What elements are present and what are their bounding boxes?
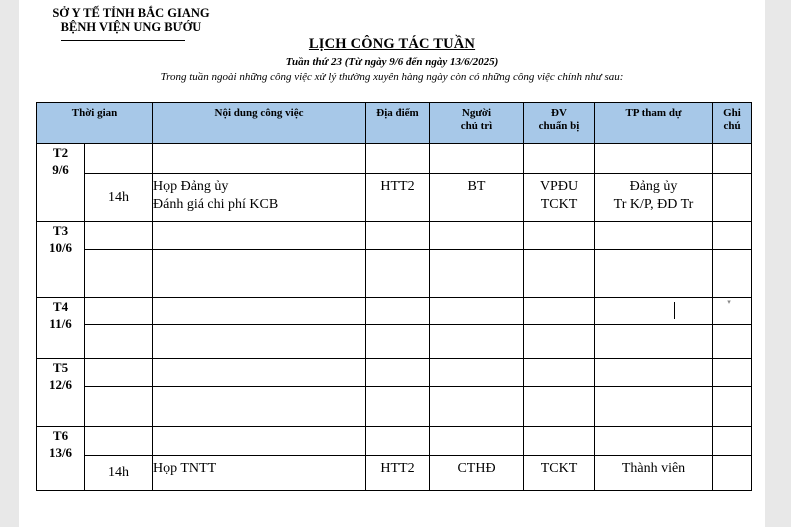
prep-cell[interactable] bbox=[524, 174, 595, 222]
note-cell[interactable] bbox=[713, 456, 752, 491]
document-title: LỊCH CÔNG TÁC TUẦN bbox=[308, 36, 476, 52]
day-cell[interactable] bbox=[37, 359, 85, 427]
host-cell[interactable] bbox=[430, 456, 524, 491]
content-cell[interactable] bbox=[153, 222, 366, 250]
note-cell[interactable] bbox=[713, 174, 752, 222]
header-note-line1: Ghi bbox=[723, 107, 741, 119]
day-date: 12/6 bbox=[48, 377, 73, 392]
schedule-body bbox=[37, 144, 752, 491]
day-date: 10/6 bbox=[48, 240, 73, 255]
text-cursor bbox=[674, 302, 675, 319]
attend-cell[interactable] bbox=[595, 298, 713, 325]
day-date: 13/6 bbox=[48, 445, 73, 460]
content-text-line2: Đánh giá chi phí KCB bbox=[153, 197, 279, 212]
prep-cell[interactable] bbox=[524, 359, 595, 387]
time-cell[interactable] bbox=[85, 298, 153, 325]
prep-cell[interactable] bbox=[524, 144, 595, 174]
prep-cell[interactable] bbox=[524, 250, 595, 298]
content-cell[interactable] bbox=[153, 427, 366, 456]
time-cell[interactable] bbox=[85, 250, 153, 298]
prep-text-line1: TCKT bbox=[540, 461, 578, 476]
header-prep bbox=[524, 103, 595, 144]
day-date: 11/6 bbox=[49, 316, 72, 331]
header-content: Nội dung công việc bbox=[153, 103, 366, 144]
day-label: T6 bbox=[52, 428, 69, 443]
time-cell[interactable] bbox=[85, 456, 153, 491]
content-cell[interactable] bbox=[153, 325, 366, 359]
table-row bbox=[37, 250, 752, 298]
note-cell[interactable] bbox=[713, 325, 752, 359]
attend-cell[interactable] bbox=[595, 387, 713, 427]
location-cell[interactable] bbox=[366, 144, 430, 174]
host-cell[interactable] bbox=[430, 144, 524, 174]
table-row bbox=[37, 298, 752, 325]
location-cell[interactable] bbox=[366, 359, 430, 387]
attend-cell[interactable] bbox=[595, 427, 713, 456]
day-cell[interactable] bbox=[37, 222, 85, 298]
prep-text-line2: TCKT bbox=[540, 197, 578, 212]
day-label: T4 bbox=[52, 299, 69, 314]
prep-cell[interactable] bbox=[524, 222, 595, 250]
content-text-line1: Họp Đảng ủy bbox=[153, 179, 229, 194]
time-cell[interactable] bbox=[85, 222, 153, 250]
note-cell[interactable] bbox=[713, 250, 752, 298]
prep-cell[interactable] bbox=[524, 387, 595, 427]
attend-text-line1: Đảng ủy bbox=[629, 179, 678, 194]
attend-cell[interactable] bbox=[595, 174, 713, 222]
host-text: BT bbox=[467, 179, 486, 194]
content-cell[interactable] bbox=[153, 250, 366, 298]
table-row bbox=[37, 174, 752, 222]
location-cell[interactable] bbox=[366, 298, 430, 325]
host-text: CTHĐ bbox=[457, 461, 496, 476]
attend-cell[interactable] bbox=[595, 250, 713, 298]
org-line-1: SỞ Y TẾ TỈNH BẮC GIANG bbox=[52, 6, 210, 20]
org-line-2: BỆNH VIỆN UNG BƯỚU bbox=[60, 20, 202, 34]
table-row bbox=[37, 387, 752, 427]
day-cell[interactable] bbox=[37, 144, 85, 222]
content-cell[interactable] bbox=[153, 359, 366, 387]
header-prep-line2: chuẩn bị bbox=[538, 120, 580, 132]
content-cell[interactable] bbox=[153, 387, 366, 427]
location-cell[interactable] bbox=[366, 325, 430, 359]
content-cell[interactable] bbox=[153, 144, 366, 174]
attend-cell[interactable] bbox=[595, 325, 713, 359]
time-cell[interactable] bbox=[85, 427, 153, 456]
document-page bbox=[19, 0, 765, 527]
header-note-line2: chú bbox=[723, 120, 741, 132]
table-row bbox=[37, 359, 752, 387]
content-cell[interactable] bbox=[153, 174, 366, 222]
schedule-table bbox=[36, 102, 752, 491]
document-subtitle: Tuần thứ 23 (Từ ngày 9/6 đến ngày 13/6/2025) bbox=[285, 56, 499, 68]
document-intro: Trong tuần ngoài những công việc xử lý thường xuyên hàng ngày còn có những công việc chính như sau: bbox=[160, 71, 624, 83]
host-cell[interactable] bbox=[430, 174, 524, 222]
host-cell[interactable] bbox=[430, 222, 524, 250]
note-cell[interactable] bbox=[713, 144, 752, 174]
prep-cell[interactable] bbox=[524, 298, 595, 325]
location-text: HTT2 bbox=[380, 179, 415, 194]
host-cell[interactable] bbox=[430, 325, 524, 359]
cell-dropdown-icon[interactable]: ▾ bbox=[727, 298, 731, 306]
location-cell[interactable] bbox=[366, 174, 430, 222]
table-row bbox=[37, 144, 752, 174]
location-cell[interactable] bbox=[366, 427, 430, 456]
attend-cell[interactable] bbox=[595, 456, 713, 491]
table-header-row bbox=[37, 103, 752, 144]
time-cell[interactable] bbox=[85, 359, 153, 387]
attend-cell[interactable] bbox=[595, 144, 713, 174]
host-cell[interactable] bbox=[430, 298, 524, 325]
day-cell[interactable] bbox=[37, 427, 85, 491]
note-cell[interactable] bbox=[713, 359, 752, 387]
host-cell[interactable] bbox=[430, 359, 524, 387]
header-prep-line1: ĐV bbox=[551, 107, 567, 119]
prep-cell[interactable] bbox=[524, 427, 595, 456]
attend-text-line2: Tr K/P, ĐD Tr bbox=[613, 197, 694, 212]
attend-text-line1: Thành viên bbox=[621, 461, 686, 476]
time-text: 14h bbox=[108, 465, 129, 480]
location-cell[interactable] bbox=[366, 387, 430, 427]
prep-text-line1: VPĐU bbox=[539, 179, 579, 194]
location-cell[interactable] bbox=[366, 250, 430, 298]
note-cell[interactable] bbox=[713, 427, 752, 456]
time-cell[interactable] bbox=[85, 144, 153, 174]
host-cell[interactable] bbox=[430, 250, 524, 298]
table-row bbox=[37, 427, 752, 456]
table-row bbox=[37, 222, 752, 250]
note-cell[interactable] bbox=[713, 222, 752, 250]
content-cell[interactable] bbox=[153, 298, 366, 325]
content-cell[interactable] bbox=[153, 456, 366, 491]
location-cell[interactable] bbox=[366, 456, 430, 491]
time-cell[interactable] bbox=[85, 325, 153, 359]
day-cell[interactable] bbox=[37, 298, 85, 359]
attend-cell[interactable] bbox=[595, 222, 713, 250]
attend-cell[interactable] bbox=[595, 359, 713, 387]
table-row bbox=[37, 325, 752, 359]
time-cell[interactable] bbox=[85, 174, 153, 222]
header-attend: TP tham dự bbox=[595, 103, 713, 144]
header-note bbox=[713, 103, 752, 144]
time-cell[interactable] bbox=[85, 387, 153, 427]
day-label: T3 bbox=[52, 223, 69, 238]
header-host-line2: chủ trì bbox=[460, 120, 493, 132]
location-cell[interactable] bbox=[366, 222, 430, 250]
day-label: T2 bbox=[52, 145, 69, 160]
location-text: HTT2 bbox=[380, 461, 415, 476]
table-row bbox=[37, 456, 752, 491]
day-date: 9/6 bbox=[52, 162, 69, 177]
prep-cell[interactable] bbox=[524, 325, 595, 359]
day-label: T5 bbox=[52, 360, 69, 375]
time-text: 14h bbox=[108, 189, 129, 205]
header-location: Địa điểm bbox=[366, 103, 430, 144]
header-host-line1: Người bbox=[461, 107, 492, 119]
host-cell[interactable] bbox=[430, 427, 524, 456]
host-cell[interactable] bbox=[430, 387, 524, 427]
content-text-line1: Họp TNTT bbox=[153, 461, 217, 476]
prep-cell[interactable] bbox=[524, 456, 595, 491]
organization-header bbox=[38, 6, 224, 34]
header-host bbox=[430, 103, 524, 144]
header-time: Thời gian bbox=[37, 103, 153, 144]
note-cell[interactable] bbox=[713, 387, 752, 427]
